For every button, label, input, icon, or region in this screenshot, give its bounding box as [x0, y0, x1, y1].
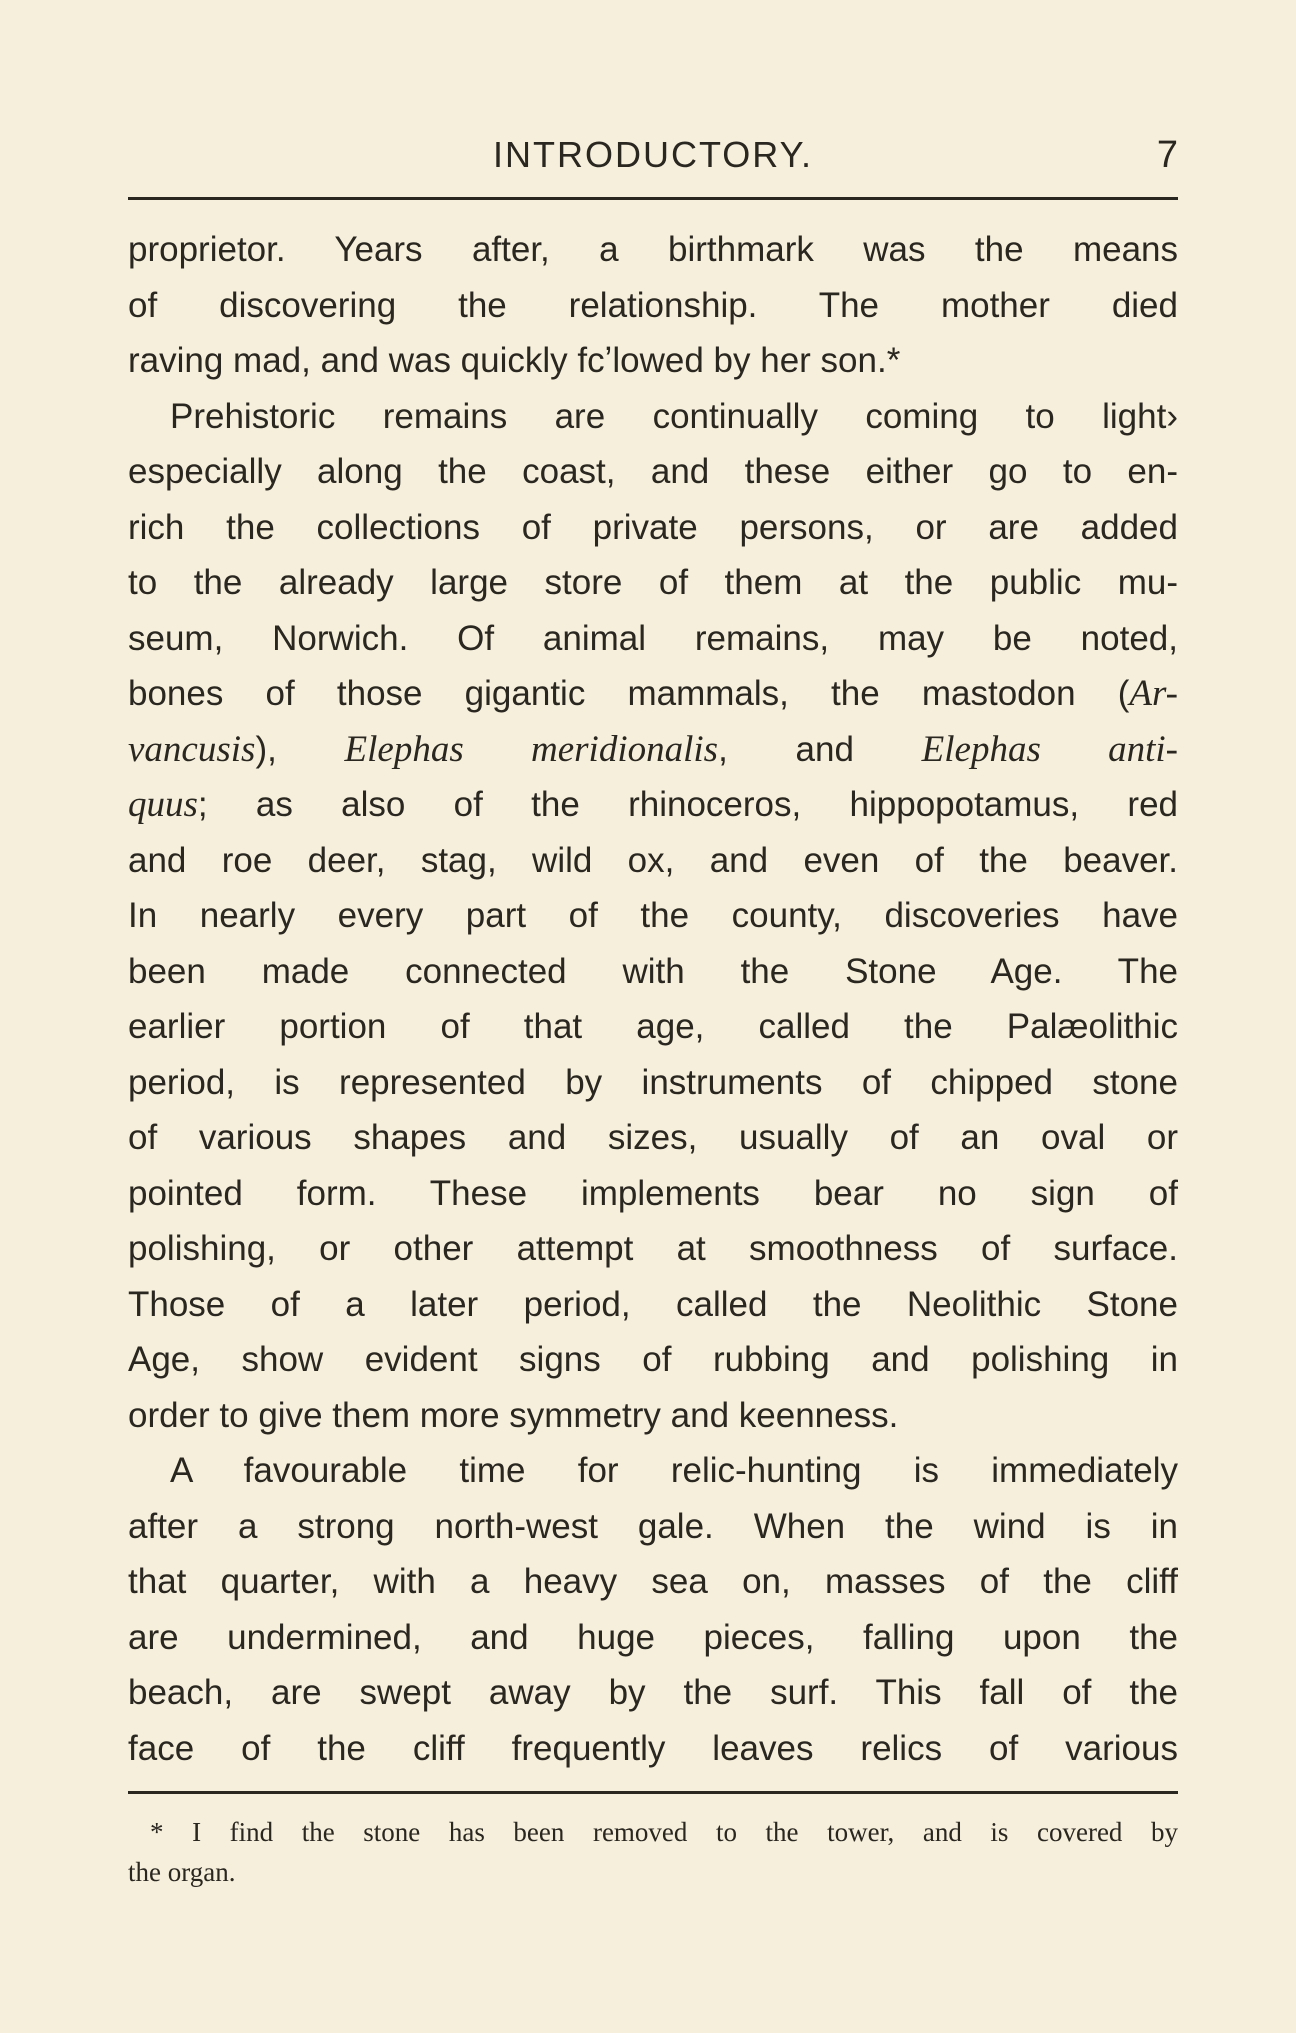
text-line: face of the cliff frequently leaves relics of various [128, 1728, 1178, 1768]
text-line: In nearly every part of the county, discoveries have [128, 896, 1178, 935]
text-line: earlier portion of that age, called the Palæolithic [128, 1007, 1178, 1046]
text-run: ; as also of the rhinoceros, hippopotamus, red [197, 785, 1178, 824]
text-line: after a strong north-west gale. When the wind is in [128, 1506, 1178, 1546]
text-line: been made connected with the Stone Age. The [128, 951, 1178, 991]
footnote-line: the organ. [128, 1857, 236, 1887]
header-rule [128, 197, 1178, 200]
italic-run: Elephas anti- [921, 728, 1178, 770]
text-line: raving mad, and was quickly fcʼlowed by her son.* [128, 341, 901, 380]
text-line: order to give them more symmetry and keenness. [128, 1395, 899, 1435]
text-line: polishing, or other attempt at smoothness of surface. [128, 1229, 1178, 1268]
text-line: proprietor. Years after, a birthmark was the means [128, 230, 1178, 269]
page-number: 7 [1156, 134, 1178, 176]
text-line: that quarter, with a heavy sea on, masses of the cliff [128, 1562, 1178, 1601]
text-line: rich the collections of private persons, or are added [128, 507, 1178, 547]
text-line: Age, show evident signs of rubbing and polishing in [128, 1340, 1178, 1379]
text-line: Prehistoric remains are continually coming to light› [170, 396, 1178, 436]
text-line [128, 666, 1178, 722]
footnote-text: I find the stone has been removed to the tower, and is covered by [192, 1817, 1178, 1847]
text-run: , and [718, 729, 922, 769]
running-title: INTRODUCTORY. [492, 134, 814, 175]
text-line [128, 777, 1178, 833]
text-line: to the already large store of them at the public mu- [128, 563, 1178, 602]
footnote-line [128, 1812, 1178, 1852]
footnote-marker: * [150, 1817, 164, 1847]
text-line: of various shapes and sizes, usually of an oval or [128, 1118, 1178, 1157]
text-line: are undermined, and huge pieces, falling upon the [128, 1617, 1178, 1657]
italic-run: vancusis [128, 728, 256, 770]
footnote-rule [128, 1791, 1178, 1794]
text-line: Those of a later period, called the Neolithic Stone [128, 1284, 1178, 1324]
text-line: pointed form. These implements bear no sign of [128, 1173, 1178, 1213]
text-line: period, is represented by instruments of chipped stone [128, 1062, 1178, 1102]
italic-run: Ar- [1129, 673, 1178, 714]
footnote [128, 1812, 1178, 1892]
italic-run: quus [128, 784, 198, 825]
text-run: ), [255, 729, 345, 769]
text-line: beach, are swept away by the surf. This fall of the [128, 1673, 1178, 1712]
body-text [128, 222, 1178, 1776]
text-line [128, 722, 1178, 778]
text-line: A favourable time for relic-hunting is immediately [170, 1451, 1178, 1490]
text-run: bones of those gigantic mammals, the mastodon ( [128, 674, 1130, 713]
text-line: and roe deer, stag, wild ox, and even of the beaver. [128, 840, 1178, 880]
italic-run: Elephas meridionalis [344, 728, 719, 770]
text-line: seum, Norwich. Of animal remains, may be noted, [128, 618, 1178, 658]
running-head [128, 130, 1178, 180]
text-line: of discovering the relationship. The mother died [128, 285, 1178, 325]
text-line: especially along the coast, and these either go to en- [128, 452, 1178, 491]
